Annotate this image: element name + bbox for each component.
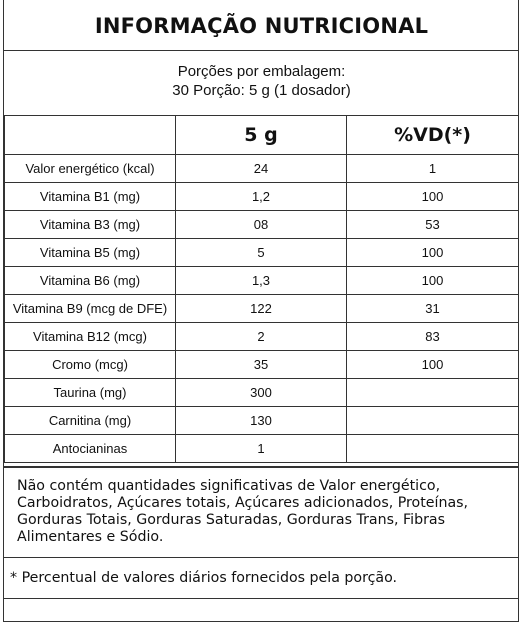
portion-value-cell: 1,3 xyxy=(176,267,347,295)
dv-value-cell: 53 xyxy=(347,211,519,239)
nutrient-cell: Vitamina B1 (mg) xyxy=(5,183,176,211)
dv-value-cell: 1 xyxy=(347,155,519,183)
portion-value-cell: 24 xyxy=(176,155,347,183)
portions-per-package: Porções por embalagem: xyxy=(177,63,346,80)
table-row xyxy=(5,239,519,267)
dv-value-cell xyxy=(347,435,519,463)
dv-value-cell: 100 xyxy=(347,351,519,379)
header-dv: %VD(*) xyxy=(347,116,519,155)
header-portion: 5 g xyxy=(176,116,347,155)
nutrient-cell: Vitamina B3 (mg) xyxy=(5,211,176,239)
nutrition-table xyxy=(4,115,519,463)
portion-value-cell: 35 xyxy=(176,351,347,379)
table-header-row xyxy=(5,116,519,155)
header-nutrient xyxy=(5,116,176,155)
table-row xyxy=(5,267,519,295)
table-row xyxy=(5,211,519,239)
table-row xyxy=(5,435,519,463)
dv-value-cell: 100 xyxy=(347,267,519,295)
table-row xyxy=(5,351,519,379)
label-title: INFORMAÇÃO NUTRICIONAL xyxy=(94,14,429,38)
table-row xyxy=(5,155,519,183)
nutrient-cell: Vitamina B12 (mcg) xyxy=(5,323,176,351)
nutrient-cell: Cromo (mcg) xyxy=(5,351,176,379)
dv-value-cell xyxy=(347,379,519,407)
table-row xyxy=(5,323,519,351)
nutrient-cell: Carnitina (mg) xyxy=(5,407,176,435)
bottom-divider xyxy=(3,621,519,622)
portion-value-cell: 130 xyxy=(176,407,347,435)
nutrient-cell: Vitamina B5 (mg) xyxy=(5,239,176,267)
nutrient-cell: Antocianinas xyxy=(5,435,176,463)
portion-value-cell: 122 xyxy=(176,295,347,323)
not-significant-note: Não contém quantidades significativas de Valor energético, Carboidratos, Açúcares totais, Açúcares adicionados, Proteínas, Gorduras Totais, Gorduras Saturadas, Gorduras Trans, Fibras Alimentares e Sódio. xyxy=(3,466,519,558)
footnote: * Percentual de valores diários fornecidos pela porção. xyxy=(3,559,519,599)
title-divider xyxy=(3,50,519,51)
nutrient-cell: Taurina (mg) xyxy=(5,379,176,407)
portion-value-cell: 2 xyxy=(176,323,347,351)
nutrient-cell: Vitamina B9 (mcg de DFE) xyxy=(5,295,176,323)
dv-value-cell: 100 xyxy=(347,239,519,267)
nutrient-cell: Valor energético (kcal) xyxy=(5,155,176,183)
portion-value-cell: 5 xyxy=(176,239,347,267)
portion-size: 30 Porção: 5 g (1 dosador) xyxy=(172,82,351,99)
dv-value-cell xyxy=(347,407,519,435)
portions-info xyxy=(0,62,523,100)
table-row xyxy=(5,183,519,211)
dv-value-cell: 100 xyxy=(347,183,519,211)
portion-value-cell: 1 xyxy=(176,435,347,463)
table-row xyxy=(5,407,519,435)
dv-value-cell: 83 xyxy=(347,323,519,351)
portion-value-cell: 08 xyxy=(176,211,347,239)
portion-value-cell: 1,2 xyxy=(176,183,347,211)
dv-value-cell: 31 xyxy=(347,295,519,323)
nutrient-cell: Vitamina B6 (mg) xyxy=(5,267,176,295)
table-row xyxy=(5,379,519,407)
table-row xyxy=(5,295,519,323)
portion-value-cell: 300 xyxy=(176,379,347,407)
